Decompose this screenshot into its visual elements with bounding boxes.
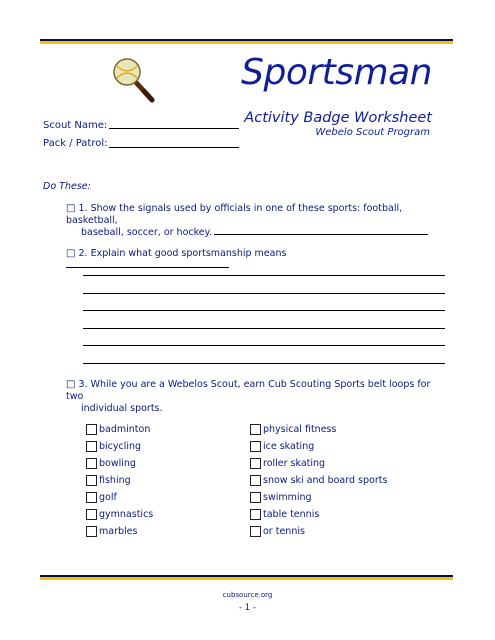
page-title: Sportsman (241, 52, 432, 93)
sport-option[interactable] (250, 506, 387, 523)
sport-checkbox[interactable] (250, 441, 261, 452)
sport-checkbox[interactable] (86, 526, 97, 537)
sport-option[interactable] (86, 472, 153, 489)
sport-option[interactable] (250, 472, 387, 489)
footer-site: cubsource.org (222, 591, 273, 599)
sport-label: snow ski and board sports (263, 475, 388, 486)
sport-label: golf (99, 492, 117, 503)
pack-patrol-label: Pack / Patrol: (43, 138, 108, 149)
pack-patrol-field[interactable] (109, 138, 239, 148)
sport-label: bowling (99, 458, 136, 469)
sports-list-left (86, 421, 153, 540)
scout-name-label: Scout Name: (43, 120, 108, 131)
sport-checkbox[interactable] (86, 475, 97, 486)
page-number: - 1 - (239, 603, 256, 613)
bottom-rule (40, 575, 453, 580)
program-name: Webelo Scout Program (315, 127, 430, 138)
scout-name-field[interactable] (109, 120, 239, 129)
instructions-heading: Do These: (43, 181, 91, 192)
sport-option[interactable] (86, 489, 153, 506)
requirement-3-text-cont: individual sports. (81, 403, 163, 414)
sport-label: or tennis (263, 526, 305, 537)
sport-checkbox[interactable] (86, 492, 97, 503)
requirement-2-answer-line[interactable] (66, 267, 229, 268)
sport-label: roller skating (263, 458, 326, 469)
requirement-2-checkbox[interactable]: □ (66, 248, 76, 259)
sport-label: table tennis (263, 509, 320, 520)
sport-label: bicycling (99, 441, 142, 452)
answer-line[interactable] (83, 363, 445, 364)
requirement-3 (66, 379, 446, 415)
answer-line[interactable] (83, 345, 445, 346)
sport-checkbox[interactable] (250, 492, 261, 503)
sport-label: fishing (99, 475, 131, 486)
requirement-1 (66, 203, 446, 239)
sport-option[interactable] (250, 438, 387, 455)
sport-checkbox[interactable] (250, 509, 261, 520)
requirement-1-answer-line[interactable] (214, 234, 428, 235)
requirement-2 (66, 248, 446, 272)
sport-checkbox[interactable] (86, 509, 97, 520)
sport-option[interactable] (250, 455, 387, 472)
requirement-1-checkbox[interactable]: □ (66, 203, 76, 214)
answer-line[interactable] (83, 275, 445, 276)
sport-label: physical fitness (263, 424, 337, 435)
sport-checkbox[interactable] (250, 424, 261, 435)
requirement-3-checkbox[interactable]: □ (66, 379, 76, 390)
answer-line[interactable] (83, 293, 445, 294)
requirement-1-text-cont: baseball, soccer, or hockey. (81, 227, 212, 238)
sport-option[interactable] (250, 421, 387, 438)
sport-option[interactable] (86, 506, 153, 523)
sport-label: marbles (99, 526, 138, 537)
sport-label: badminton (99, 424, 151, 435)
requirement-1-text: 1. Show the signals used by officials in one of these sports: football, basketball, (66, 203, 403, 226)
sport-option[interactable] (250, 523, 387, 540)
sport-label: swimming (263, 492, 312, 503)
requirement-2-text: 2. Explain what good sportsmanship means (78, 248, 287, 259)
sport-checkbox[interactable] (86, 424, 97, 435)
sport-label: gymnastics (99, 509, 154, 520)
sport-label: ice skating (263, 441, 315, 452)
sport-checkbox[interactable] (250, 458, 261, 469)
worksheet-subtitle: Activity Badge Worksheet (244, 110, 432, 126)
top-rule (40, 39, 453, 44)
sport-option[interactable] (86, 438, 153, 455)
requirement-3-text: 3. While you are a Webelos Scout, earn Cub Scouting Sports belt loops for two (66, 379, 431, 402)
sport-option[interactable] (250, 489, 387, 506)
answer-line[interactable] (83, 310, 445, 311)
sport-checkbox[interactable] (86, 441, 97, 452)
sport-checkbox[interactable] (250, 526, 261, 537)
answer-line[interactable] (83, 328, 445, 329)
sport-checkbox[interactable] (250, 475, 261, 486)
sports-list-right (250, 421, 387, 540)
sport-option[interactable] (86, 421, 153, 438)
sport-checkbox[interactable] (86, 458, 97, 469)
sport-option[interactable] (86, 523, 153, 540)
sport-option[interactable] (86, 455, 153, 472)
